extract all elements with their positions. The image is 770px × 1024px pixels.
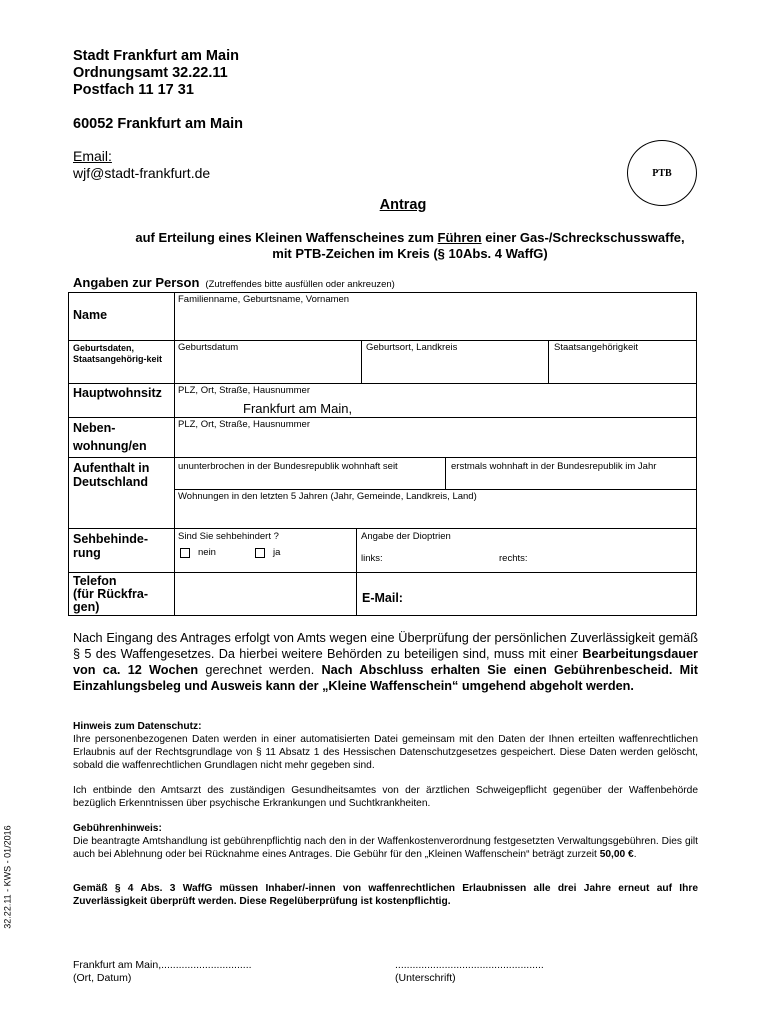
processing-info bbox=[73, 630, 698, 694]
email-address: wjf@stadt-frankfurt.de bbox=[73, 165, 211, 181]
birth-place-field[interactable] bbox=[362, 354, 547, 382]
consent-text: Ich entbinde den Amtsarzt des zuständigen Gesundheitsamtes von der ärztlichen Schweigepflicht gegenüber der Waffenbehörde bezüglich Erkenntnissen über psychische Erkrankungen und Suchtkrankheiten. bbox=[73, 785, 698, 809]
row-separator bbox=[68, 340, 697, 341]
processing-text-2: gerechnet werden. bbox=[198, 663, 322, 677]
row-separator bbox=[68, 528, 697, 529]
section-title: Angaben zur Person bbox=[73, 275, 200, 290]
name-field[interactable] bbox=[175, 306, 696, 340]
section-note: (Zutreffendes bitte ausfüllen oder ankreuzen) bbox=[205, 279, 395, 290]
birth-date-caption: Geburtsdatum bbox=[178, 342, 239, 353]
vision-label-2: rung bbox=[73, 546, 101, 560]
vision-label-1: Sehbehinde- bbox=[73, 532, 149, 546]
vision-no-checkbox[interactable] bbox=[180, 548, 190, 558]
place-date-label: (Ort, Datum) bbox=[73, 972, 132, 984]
vision-yes-label: ja bbox=[273, 547, 281, 558]
form-email-label: E-Mail: bbox=[362, 591, 403, 605]
vision-no-label: nein bbox=[198, 547, 216, 558]
stay-label-2: Deutschland bbox=[73, 475, 149, 489]
vision-yes-checkbox[interactable] bbox=[255, 548, 265, 558]
main-residence-value[interactable]: Frankfurt am Main, bbox=[243, 401, 353, 416]
diopter-caption: Angabe der Dioptrien bbox=[361, 531, 451, 542]
address-city: 60052 Frankfurt am Main bbox=[73, 116, 244, 132]
row-separator bbox=[68, 417, 697, 418]
nationality-caption: Staatsangehörigkeit bbox=[554, 342, 638, 353]
privacy-heading: Hinweis zum Datenschutz: bbox=[73, 721, 202, 732]
fee-amount: 50,00 € bbox=[599, 849, 634, 860]
processing-duration: Bearbeitungsdauer von ca. 12 Wochen bbox=[73, 647, 698, 677]
name-caption: Familienname, Geburtsname, Vornamen bbox=[178, 294, 350, 305]
signature-line[interactable]: ................................................... bbox=[395, 959, 544, 971]
signature-label: (Unterschrift) bbox=[395, 972, 456, 984]
contact-email-block bbox=[73, 148, 210, 182]
place-date-line[interactable]: Frankfurt am Main,............................... bbox=[73, 959, 252, 971]
cell-divider bbox=[445, 457, 446, 489]
fee-notice bbox=[73, 822, 698, 861]
document-subtitle bbox=[60, 230, 760, 262]
stay-history-field[interactable] bbox=[175, 503, 696, 527]
form-code: 32.22.11 - KWS - 01/2016 bbox=[2, 825, 13, 929]
processing-text-1: Nach Eingang des Antrages erfolgt von Amts wegen eine Überprüfung der persönlichen Zuverlässigkeit gemäß § 5 des Waffengesetzes. Da hierbei weitere Behörden zu beteiligen sind, muss mit einer bbox=[73, 631, 698, 661]
personal-data-form bbox=[68, 292, 697, 616]
phone-label-3: gen) bbox=[73, 600, 100, 614]
stay-continuous-caption: ununterbrochen in der Bundesrepublik wohnhaft seit bbox=[178, 461, 398, 472]
birth-place-caption: Geburtsort, Landkreis bbox=[366, 342, 458, 353]
birth-label: Geburtsdaten, Staatsangehörig-keit bbox=[73, 343, 163, 364]
privacy-text: Ihre personenbezogenen Daten werden in einer automatisierten Datei gemeinsam mit den Daten der Ihnen erteilten waffenrechtlichen Erlaubnis auf der Rechtsgrundlage von § 11 Absatz 1 des Hessischen Datenschutzgesetzes gespeichert. Diese Daten werden gelöscht, sobald die waffenrechtlichen Grundlagen nicht mehr gegeben sind. bbox=[73, 734, 698, 771]
section-heading bbox=[73, 275, 395, 290]
secondary-residence-field[interactable] bbox=[175, 431, 696, 456]
table-border-top bbox=[68, 292, 697, 293]
review-notice: Gemäß § 4 Abs. 3 WaffG müssen Inhaber/-innen von waffenrechtlichen Erlaubnissen alle drei Jahre erneut auf Ihre Zuverlässigkeit überprüft werden. Diese Regelüberprüfung ist kostenpflichtig. bbox=[73, 883, 698, 907]
cell-divider bbox=[356, 528, 357, 616]
subtitle-post: einer Gas-/Schreckschusswaffe, bbox=[481, 230, 685, 245]
phone-label-1: Telefon bbox=[73, 574, 117, 588]
phone-field[interactable] bbox=[175, 573, 355, 615]
address-line-2: Ordnungsamt 32.22.11 bbox=[73, 65, 228, 81]
subtitle-line-2: mit PTB-Zeichen im Kreis (§ 10Abs. 4 WaffG) bbox=[272, 246, 548, 261]
nationality-field[interactable] bbox=[549, 354, 695, 382]
vision-question: Sind Sie sehbehindert ? bbox=[178, 531, 279, 542]
main-residence-label: Hauptwohnsitz bbox=[73, 386, 162, 400]
row-separator bbox=[174, 489, 697, 490]
address-line-1: Stadt Frankfurt am Main bbox=[73, 48, 239, 64]
birth-date-field[interactable] bbox=[175, 354, 360, 382]
document-title: Antrag bbox=[379, 197, 427, 213]
phone-label-2: (für Rückfra- bbox=[73, 587, 149, 601]
row-separator bbox=[68, 383, 697, 384]
fee-heading: Gebührenhinweis: bbox=[73, 823, 162, 834]
sender-address bbox=[73, 48, 239, 99]
stay-history-caption: Wohnungen in den letzten 5 Jahren (Jahr, Gemeinde, Landkreis, Land) bbox=[178, 491, 477, 502]
subtitle-pre: auf Erteilung eines Kleinen Waffenscheines zum bbox=[135, 230, 438, 245]
name-label: Name bbox=[73, 308, 108, 322]
subtitle-underlined: Führen bbox=[437, 230, 482, 245]
right-eye-label: rechts: bbox=[499, 553, 528, 564]
stay-label-1: Aufenthalt in bbox=[73, 461, 150, 475]
processing-outcome: Nach Abschluss erhalten Sie einen Gebührenbescheid. Mit Einzahlungsbeleg und Ausweis kann der „Kleine Waffenschein“ umgehend abgeholt werden. bbox=[73, 663, 698, 693]
address-line-3: Postfach 11 17 31 bbox=[73, 82, 194, 98]
secondary-residence-caption: PLZ, Ort, Straße, Hausnummer bbox=[178, 419, 310, 430]
secondary-residence-label-2: wohnung/en bbox=[73, 439, 147, 453]
main-residence-caption: PLZ, Ort, Straße, Hausnummer bbox=[178, 385, 310, 396]
fee-end: . bbox=[633, 849, 637, 860]
privacy-notice bbox=[73, 720, 698, 772]
row-separator bbox=[68, 457, 697, 458]
left-eye-label: links: bbox=[361, 553, 383, 564]
email-label: Email: bbox=[73, 148, 112, 164]
form-email-field[interactable] bbox=[413, 573, 695, 615]
ptb-stamp-text: PTB bbox=[652, 167, 672, 179]
stay-first-caption: erstmals wohnhaft in der Bundesrepublik im Jahr bbox=[451, 461, 657, 472]
table-border-bottom bbox=[68, 615, 697, 616]
secondary-residence-label-1: Neben- bbox=[73, 421, 116, 435]
fee-text: Die beantragte Amtshandlung ist gebührenpflichtig nach den in der Waffenkostenverordnung festgesetzten Verwaltungsgebühren. Dies gilt auch bei Ablehnung oder bei Rücknahme eines Antrages. Die Gebühr für den „Kleinen Waffenschein“ beträgt zurzeit bbox=[73, 836, 698, 860]
